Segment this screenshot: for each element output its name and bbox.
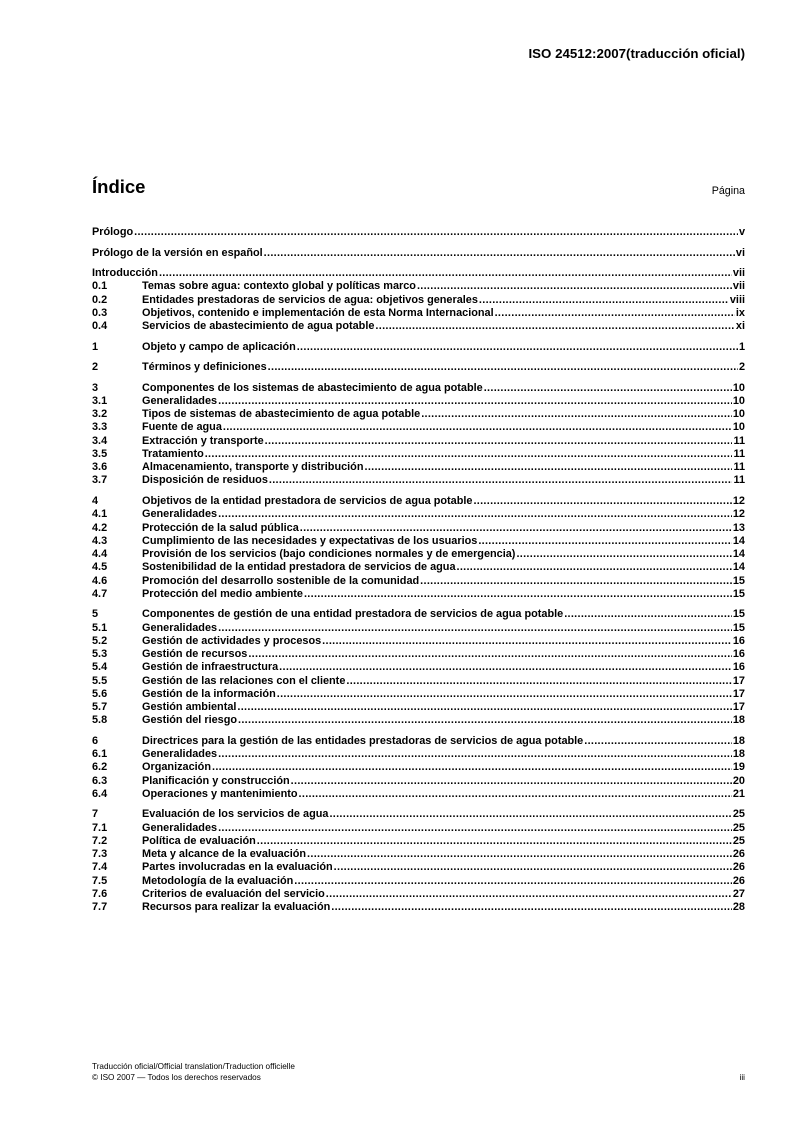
toc-entry-page: 11 [733,474,745,487]
toc-entry[interactable] [92,822,745,835]
dot-leader [334,861,732,874]
toc-entry-number: 3.1 [92,394,108,407]
toc-entry-page: 20 [732,774,745,787]
toc-entry[interactable] [92,588,745,601]
toc-entry-number: 7.4 [92,861,108,874]
dot-leader [218,508,732,521]
dot-leader [218,748,732,761]
toc-entry-number: 7 [92,808,99,821]
toc-entry-page: 27 [732,887,745,900]
toc-entry-title: Extracción y transporte [142,434,264,447]
toc-entry-title: Introducción [92,267,158,280]
toc-title-row [92,176,745,198]
toc-entry-number: 7.5 [92,874,108,887]
toc-entry[interactable] [92,761,745,774]
toc-entry-title: Directrices para la gestión de las entidades prestadoras de servicios de agua potable [142,734,584,747]
toc-entry-number: 0.3 [92,306,108,319]
toc-entry-page: 12 [732,495,745,508]
toc-entry-number: 5.5 [92,674,108,687]
toc-entry-title: Gestión de recursos [142,648,248,661]
toc-entry-page: vii [732,267,745,280]
toc-entry-title: Términos y definiciones [142,361,267,374]
toc-entry-number: 5.1 [92,621,108,634]
dot-leader [375,320,734,333]
toc-entry[interactable] [92,280,745,293]
toc-entry-title: Gestión de la información [142,687,276,700]
toc-entry-page: ix [735,306,745,319]
toc-entry-page: 15 [732,574,745,587]
toc-entry[interactable] [92,247,745,260]
toc-entry-title: Sostenibilidad de la entidad prestadora de servicios de agua [142,561,456,574]
dot-leader [268,361,738,374]
toc-entry-title: Gestión de las relaciones con el cliente [142,674,346,687]
toc-entry-title: Generalidades [142,621,218,634]
toc-entry-number: 0.2 [92,293,108,306]
toc-entry-title: Servicios de abastecimiento de agua potable [142,320,375,333]
dot-leader [478,535,732,548]
dot-leader [417,280,732,293]
toc-entry[interactable] [92,435,745,448]
toc-entry-title: Tipos de sistemas de abastecimiento de agua potable [142,408,421,421]
toc-entry-page: v [738,226,745,238]
toc-entry[interactable] [92,661,745,674]
toc-entry-number: 5.4 [92,661,108,674]
toc-entry-title: Componentes de gestión de una entidad prestadora de servicios de agua potable [142,608,564,621]
toc-entry-number: 5.8 [92,714,108,727]
dot-leader [329,808,731,821]
dot-leader [457,561,732,574]
dot-leader [300,522,732,535]
dot-leader [277,688,732,701]
toc-entry[interactable] [92,622,745,635]
toc-entry-page: xi [735,320,745,333]
toc-entry-number: 5.2 [92,634,108,647]
toc-entry-number: 3.2 [92,408,108,421]
toc-entry-page: 26 [732,848,745,861]
toc-entry-title: Planificación y construcción [142,774,290,787]
toc-entry[interactable] [92,675,745,688]
toc-entry[interactable] [92,421,745,434]
dot-leader [218,622,732,635]
toc-entry-title: Fuente de agua [142,421,222,434]
toc-entry-number: 0.1 [92,280,108,293]
toc-entry-number: 7.2 [92,834,108,847]
toc-entry-number: 5.6 [92,687,108,700]
toc-entry-title: Partes involucradas en la evaluación [142,861,333,874]
toc-entry[interactable] [92,461,745,474]
toc-entry[interactable] [92,495,745,508]
dot-leader [248,648,732,661]
toc-entry[interactable] [92,861,745,874]
toc-entry[interactable] [92,748,745,761]
dot-leader [159,267,732,280]
toc-entry[interactable] [92,548,745,561]
dot-leader [212,761,732,774]
dot-leader [223,421,732,434]
toc-entry-page: 2 [738,361,745,374]
toc-entry-number: 5 [92,608,99,621]
toc-entry-page: 28 [732,901,745,914]
footer-copyright: © ISO 2007 — Todos los derechos reservados [92,1072,261,1082]
toc-entry-number: 4.6 [92,574,108,587]
dot-leader [291,775,732,788]
toc-entry-page: 26 [732,874,745,887]
toc-entry-title: Provisión de los servicios (bajo condiciones normales y de emergencia) [142,548,516,561]
toc-entry[interactable] [92,848,745,861]
toc-entry-title: Cumplimiento de las necesidades y expectativas de los usuarios [142,534,478,547]
toc-entry-title: Gestión de actividades y procesos [142,634,322,647]
toc-entry[interactable] [92,788,745,801]
toc-entry-number: 5.7 [92,701,108,714]
toc-entry-number: 4.1 [92,508,108,521]
dot-leader [218,395,732,408]
toc-entry-title: Generalidades [142,748,218,761]
toc-entry-title: Tratamiento [142,447,204,460]
dot-leader [264,247,735,260]
toc-entry[interactable] [92,901,745,914]
toc-entry-title: Meta y alcance de la evaluación [142,848,307,861]
toc-entry-title: Disposición de residuos [142,474,268,487]
page-title: Índice [92,176,146,197]
toc-entry-page: 14 [732,534,745,547]
dot-leader [484,382,732,395]
toc-entry[interactable] [92,294,745,307]
dot-leader [134,226,738,239]
toc-entry-title: Objeto y campo de aplicación [142,340,296,353]
toc-entry-title: Almacenamiento, transporte y distribución [142,461,364,474]
toc-entry-title: Generalidades [142,394,218,407]
toc-entry-title: Evaluación de los servicios de agua [142,808,329,821]
toc-entry[interactable] [92,688,745,701]
toc-entry-number: 6.4 [92,787,108,800]
toc-entry-page: 11 [733,461,745,474]
toc-entry[interactable] [92,535,745,548]
dot-leader [294,875,732,888]
toc-entry-number: 3.6 [92,461,108,474]
toc-entry[interactable] [92,382,745,395]
toc-entry[interactable] [92,226,745,239]
toc-entry-number: 3.4 [92,434,108,447]
dot-leader [516,548,731,561]
toc-entry[interactable] [92,267,745,280]
toc-entry-page: 16 [732,634,745,647]
toc-entry-number: 3.5 [92,447,108,460]
toc-entry-title: Protección de la salud pública [142,521,299,534]
toc-entry-title: Generalidades [142,821,218,834]
toc-entry-page: 15 [732,587,745,600]
toc-entry-page: 14 [732,561,745,574]
toc-entry-page: 25 [732,821,745,834]
toc-entry[interactable] [92,307,745,320]
toc-entry[interactable] [92,701,745,714]
toc-entry[interactable] [92,474,745,487]
toc-entry-title: Objetivos, contenido e implementación de esta Norma Internacional [142,306,494,319]
toc-entry-page: 19 [732,761,745,774]
toc-entry-title: Gestión del riesgo [142,714,238,727]
toc-entry[interactable] [92,522,745,535]
toc-entry-title: Promoción del desarrollo sostenible de la comunidad [142,574,420,587]
toc-entry-page: 25 [732,808,745,821]
toc-entry-number: 4 [92,495,99,508]
dot-leader [346,675,732,688]
toc-entry-number: 6 [92,734,99,747]
toc-entry-number: 1 [92,340,99,353]
page-column-label: Página [711,185,745,197]
toc-entry-page: 15 [732,621,745,634]
toc-entry-page: 11 [733,434,745,447]
toc-entry-page: 17 [732,674,745,687]
toc-entry[interactable] [92,320,745,333]
toc-entry[interactable] [92,395,745,408]
toc-entry-page: 11 [733,447,745,460]
dot-leader [257,835,732,848]
toc-entry-page: viii [729,293,745,306]
toc-entry-page: 12 [732,508,745,521]
toc-entry-title: Protección del medio ambiente [142,587,303,600]
table-of-contents [92,226,745,914]
toc-entry-page: 17 [732,701,745,714]
dot-leader [307,848,732,861]
dot-leader [331,901,732,914]
toc-entry-number: 3 [92,381,99,394]
toc-entry[interactable] [92,635,745,648]
dot-leader [473,495,731,508]
toc-entry-page: 18 [732,734,745,747]
toc-entry-page: 10 [732,408,745,421]
toc-entry[interactable] [92,808,745,821]
toc-entry[interactable] [92,361,745,374]
toc-entry-page: 21 [732,787,745,800]
toc-entry-number: 6.2 [92,761,108,774]
toc-entry[interactable] [92,775,745,788]
toc-entry-number: 7.1 [92,821,108,834]
toc-entry-page: 26 [732,861,745,874]
toc-entry-title: Gestión de infraestructura [142,661,279,674]
page-footer [92,1062,745,1083]
dot-leader [365,461,733,474]
dot-leader [238,714,732,727]
dot-leader [265,435,733,448]
dot-leader [479,294,729,307]
toc-entry-number: 4.7 [92,587,108,600]
page-number: iii [739,1072,745,1082]
toc-entry[interactable] [92,648,745,661]
dot-leader [269,474,733,487]
toc-entry[interactable] [92,341,745,354]
toc-entry-number: 0.4 [92,320,108,333]
dot-leader [420,575,732,588]
dot-leader [205,448,733,461]
toc-entry-number: 7.6 [92,887,108,900]
toc-entry[interactable] [92,735,745,748]
toc-entry-number: 7.3 [92,848,108,861]
toc-entry-page: 17 [732,687,745,700]
toc-entry-page: vi [735,246,745,259]
toc-entry-title: Operaciones y mantenimiento [142,787,298,800]
dot-leader [564,608,732,621]
toc-entry-number: 6.1 [92,748,108,761]
dot-leader [279,661,732,674]
toc-entry-number: 4.3 [92,534,108,547]
toc-entry-page: 10 [732,394,745,407]
toc-entry[interactable] [92,714,745,727]
toc-entry-title: Organización [142,761,211,774]
toc-entry-number: 4.5 [92,561,108,574]
toc-entry-number: 3.7 [92,474,108,487]
toc-entry[interactable] [92,448,745,461]
dot-leader [322,635,732,648]
dot-leader [299,788,732,801]
toc-entry-page: 18 [732,714,745,727]
toc-entry-page: 15 [732,608,745,621]
toc-entry-title: Metodología de la evaluación [142,874,294,887]
toc-entry-page: 10 [732,421,745,434]
toc-entry-number: 2 [92,361,99,374]
toc-entry-page: vii [732,280,745,293]
toc-entry-title: Criterios de evaluación del servicio [142,887,325,900]
dot-leader [326,888,732,901]
toc-entry-title: Recursos para realizar la evaluación [142,901,331,914]
dot-leader [495,307,735,320]
dot-leader [218,822,732,835]
toc-entry[interactable] [92,835,745,848]
toc-entry[interactable] [92,408,745,421]
toc-entry-title: Generalidades [142,508,218,521]
toc-entry-number: 7.7 [92,901,108,914]
toc-entry[interactable] [92,508,745,521]
toc-entry-page: 16 [732,661,745,674]
toc-entry-page: 25 [732,834,745,847]
toc-entry[interactable] [92,561,745,574]
toc-entry-title: Componentes de los sistemas de abastecimiento de agua potable [142,381,483,394]
dot-leader [237,701,731,714]
dot-leader [297,341,738,354]
toc-entry-page: 13 [732,521,745,534]
toc-entry-number: 6.3 [92,774,108,787]
toc-entry-number: 5.3 [92,648,108,661]
footer-translation-note: Traducción oficial/Official translation/Traduction officielle [92,1062,295,1071]
toc-entry-page: 18 [732,748,745,761]
toc-entry-number: 3.3 [92,421,108,434]
toc-entry-title: Gestión ambiental [142,701,237,714]
toc-entry[interactable] [92,608,745,621]
toc-entry-page: 10 [732,381,745,394]
toc-entry-title: Entidades prestadoras de servicios de agua: objetivos generales [142,293,478,306]
toc-entry[interactable] [92,875,745,888]
toc-entry-number: 4.2 [92,521,108,534]
dot-leader [421,408,732,421]
toc-entry-title: Prólogo de la versión en español [92,246,263,259]
toc-entry[interactable] [92,575,745,588]
toc-entry-title: Objetivos de la entidad prestadora de servicios de agua potable [142,495,473,508]
toc-entry[interactable] [92,888,745,901]
document-header: ISO 24512:2007(traducción oficial) [528,46,745,61]
toc-entry-number: 4.4 [92,548,108,561]
toc-entry-page: 16 [732,648,745,661]
toc-entry-title: Temas sobre agua: contexto global y políticas marco [142,280,416,293]
toc-entry-page: 1 [738,340,745,353]
toc-entry-title: Política de evaluación [142,834,256,847]
toc-entry-page: 14 [732,548,745,561]
toc-entry-title: Prólogo [92,226,134,238]
dot-leader [304,588,732,601]
dot-leader [584,735,732,748]
